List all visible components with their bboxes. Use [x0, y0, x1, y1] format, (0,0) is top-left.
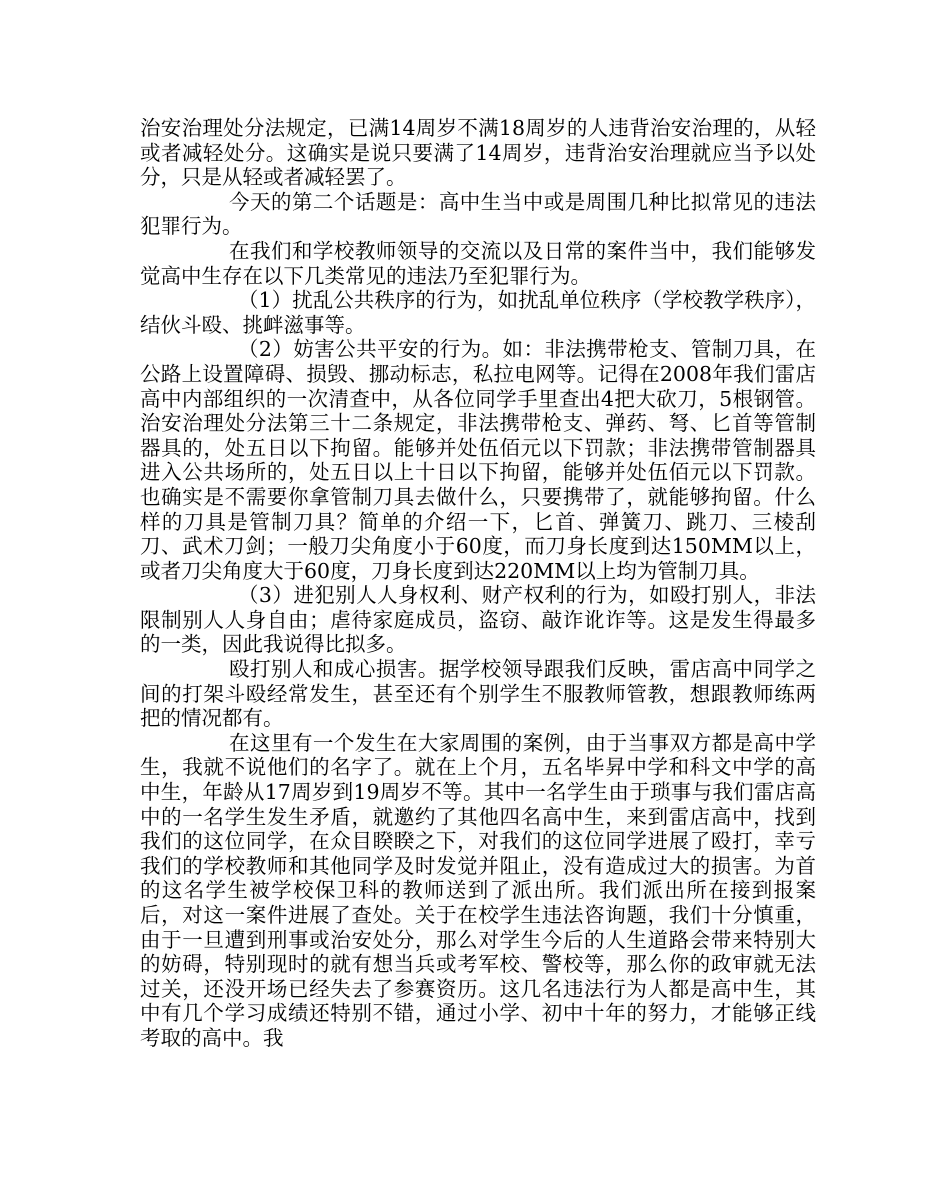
paragraph-second-topic: 今天的第二个话题是：高中生当中或是周围几种比拟常见的违法犯罪行为。 [140, 189, 816, 239]
paragraph-assault: 殴打别人和成心损害。据学校领导跟我们反映，雷店高中同学之间的打架斗殴经常发生，甚至还有个别学生不服教师管教，想跟教师练两把的情况都有。 [140, 657, 816, 731]
document-page [140, 116, 816, 1051]
paragraph-item-2-public-safety: （2）妨害公共平安的行为。如：非法携带枪支、管制刀具，在公路上设置障碍、损毁、挪动标志，私拉电网等。记得在2008年我们雷店高中内部组织的一次清查中，从各位同学手里查出4把大砍刀，5根钢管。治安治理处分法第三十二条规定，非法携带枪支、弹药、弩、匕首等管制器具的，处五日以下拘留。能够并处伍佰元以下罚款；非法携带管制器具进入公共场所的，处五日以上十日以下拘留，能够并处伍佰元以下罚款。也确实是不需要你拿管制刀具去做什么，只要携带了，就能够拘留。什么样的刀具是管制刀具？简单的介绍一下，匕首、弹簧刀、跳刀、三棱刮刀、武术刀剑；一般刀尖角度小于60度，而刀身长度到达150MM以上，或者刀尖角度大于60度，刀身长度到达220MM以上均为管制刀具。 [140, 337, 816, 583]
paragraph-item-3-personal-rights: （3）进犯别人人身权利、财产权利的行为，如殴打别人，非法限制别人人身自由；虐待家庭成员，盗窃、敲诈讹诈等。这是发生得最多的一类，因此我说得比拟多。 [140, 583, 816, 657]
paragraph-juvenile-law: 治安治理处分法规定，已满14周岁不满18周岁的人违背治安治理的，从轻或者减轻处分。这确实是说只要满了14周岁，违背治安治理就应当予以处分，只是从轻或者减轻罢了。 [140, 116, 816, 190]
paragraph-case-example: 在这里有一个发生在大家周围的案例，由于当事双方都是高中学生，我就不说他们的名字了。就在上个月，五名毕昇中学和科文中学的高中生，年龄从17周岁到19周岁不等。其中一名学生由于琐事与我们雷店高中的一名学生发生矛盾，就邀约了其他四名高中生，来到雷店高中，找到我们的这位同学，在众目睽睽之下，对我们的这位同学进展了殴打，幸亏我们的学校教师和其他同学及时发觉并阻止，没有造成过大的损害。为首的这名学生被学校保卫科的教师送到了派出所。我们派出所在接到报案后，对这一案件进展了查处。关于在校学生违法咨询题，我们十分慎重，由于一旦遭到刑事或治安处分，那么对学生今后的人生道路会带来特别大的妨碍，特别现时的就有想当兵或考军校、警校等，那么你的政审就无法过关，还没开场已经失去了参赛资历。这几名违法行为人都是高中生，其中有几个学习成绩还特别不错，通过小学、初中十年的努力，才能够正线考取的高中。我 [140, 730, 816, 1050]
paragraph-common-offenses-intro: 在我们和学校教师领导的交流以及日常的案件当中，我们能够发觉高中生存在以下几类常见的违法乃至犯罪行为。 [140, 238, 816, 288]
paragraph-item-1-public-order: （1）扰乱公共秩序的行为，如扰乱单位秩序（学校教学秩序），结伙斗殴、挑衅滋事等。 [140, 288, 816, 337]
